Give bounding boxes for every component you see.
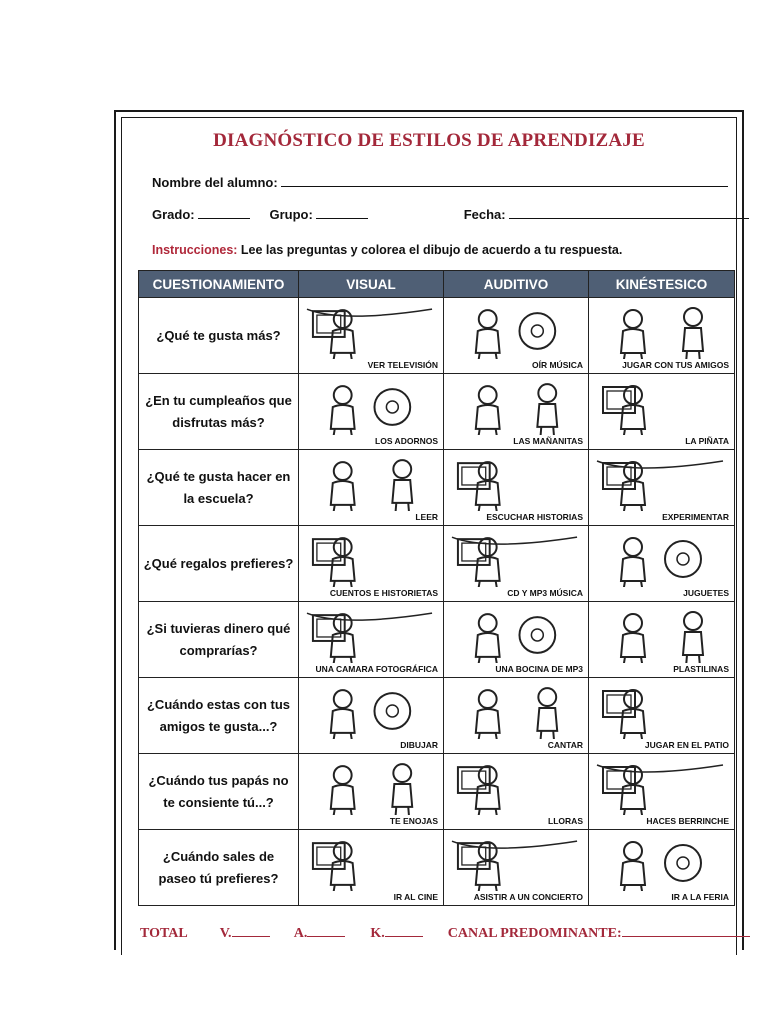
question-text: ¿Si tuvieras dinero qué comprarías? <box>139 602 299 678</box>
page-title: DIAGNÓSTICO DE ESTILOS DE APRENDIZAJE <box>213 130 645 151</box>
questionnaire-sheet <box>114 110 744 950</box>
table-row <box>139 526 735 602</box>
question-text: ¿Cuándo sales de paseo tú prefieres? <box>139 830 299 906</box>
option-kinestesico[interactable] <box>589 678 735 754</box>
auditivo-illustration-icon <box>448 529 584 587</box>
table-header-row <box>139 271 735 298</box>
option-visual[interactable] <box>299 526 444 602</box>
visual-illustration-icon <box>303 453 439 511</box>
table-row <box>139 754 735 830</box>
option-kinestesico[interactable] <box>589 602 735 678</box>
visual-caption: LOS ADORNOS <box>375 436 438 446</box>
kinesthetic-total-label: K. <box>370 926 385 941</box>
question-text: ¿Qué te gusta hacer en la escuela? <box>139 450 299 526</box>
option-visual[interactable] <box>299 602 444 678</box>
instructions <box>152 243 622 257</box>
question-text: ¿En tu cumpleaños que disfrutas más? <box>139 374 299 450</box>
option-kinestesico[interactable] <box>589 374 735 450</box>
student-name-field[interactable] <box>281 174 728 187</box>
visual-caption: TE ENOJAS <box>389 816 438 826</box>
visual-total-label: V. <box>219 926 232 941</box>
student-name-row <box>152 174 728 190</box>
auditivo-illustration-icon <box>448 757 584 815</box>
table-row <box>139 602 735 678</box>
option-kinestesico[interactable] <box>589 526 735 602</box>
table-row <box>139 450 735 526</box>
visual-total-field[interactable] <box>232 924 270 937</box>
kinestesico-illustration-icon <box>593 605 730 663</box>
auditivo-caption: ESCUCHAR HISTORIAS <box>486 512 583 522</box>
auditivo-caption: CD Y MP3 MÚSICA <box>507 588 583 598</box>
auditivo-caption: UNA BOCINA DE MP3 <box>495 664 583 674</box>
visual-caption: UNA CAMARA FOTOGRÁFICA <box>315 664 438 674</box>
kinestesico-illustration-icon <box>593 681 730 739</box>
kinestesico-caption: JUGAR EN EL PATIO <box>644 740 729 750</box>
option-kinestesico[interactable] <box>589 830 735 906</box>
option-auditivo[interactable] <box>444 526 589 602</box>
question-text: ¿Cuándo tus papás no te consiente tú...? <box>139 754 299 830</box>
totals-row <box>140 924 750 942</box>
auditory-total-field[interactable] <box>307 924 345 937</box>
table-row <box>139 678 735 754</box>
auditory-total-label: A. <box>293 926 308 941</box>
question-text: ¿Qué te gusta más? <box>139 298 299 374</box>
auditivo-illustration-icon <box>448 605 584 663</box>
kinestesico-illustration-icon <box>593 529 730 587</box>
visual-caption: DIBUJAR <box>400 740 438 750</box>
header-visual: VISUAL <box>299 271 444 298</box>
option-auditivo[interactable] <box>444 602 589 678</box>
visual-illustration-icon <box>303 529 439 587</box>
inner-border <box>121 117 737 955</box>
kinestesico-caption: PLASTILINAS <box>673 664 729 674</box>
option-auditivo[interactable] <box>444 830 589 906</box>
option-visual[interactable] <box>299 450 444 526</box>
option-visual[interactable] <box>299 678 444 754</box>
header-kinestesico: KINÉSTESICO <box>589 271 735 298</box>
visual-illustration-icon <box>303 681 439 739</box>
visual-caption: VER TELEVISIÓN <box>367 360 438 370</box>
kinestesico-illustration-icon <box>593 757 730 815</box>
option-auditivo[interactable] <box>444 374 589 450</box>
auditivo-illustration-icon <box>448 377 584 435</box>
auditivo-caption: OÍR MÚSICA <box>532 360 583 370</box>
group-field[interactable] <box>316 206 368 219</box>
header-auditivo: AUDITIVO <box>444 271 589 298</box>
question-text: ¿Cuándo estas con tus amigos te gusta...? <box>139 678 299 754</box>
option-auditivo[interactable] <box>444 298 589 374</box>
date-label: Fecha: <box>463 207 506 222</box>
auditivo-caption: CANTAR <box>547 740 583 750</box>
auditivo-illustration-icon <box>448 301 584 359</box>
kinestesico-illustration-icon <box>593 377 730 435</box>
table-row <box>139 298 735 374</box>
visual-illustration-icon <box>303 757 439 815</box>
kinestesico-caption: HACES BERRINCHE <box>646 816 729 826</box>
auditivo-caption: LLORAS <box>548 816 583 826</box>
auditivo-illustration-icon <box>448 453 584 511</box>
grade-label: Grado: <box>152 207 195 222</box>
question-text: ¿Qué regalos prefieres? <box>139 526 299 602</box>
visual-caption: IR AL CINE <box>393 892 438 902</box>
instructions-text: Lee las preguntas y colorea el dibujo de acuerdo a tu respuesta. <box>240 243 623 257</box>
visual-illustration-icon <box>303 301 439 359</box>
table-row <box>139 830 735 906</box>
option-auditivo[interactable] <box>444 678 589 754</box>
dominant-channel-field[interactable] <box>622 924 750 937</box>
kinestesico-illustration-icon <box>593 833 730 891</box>
kinestesico-caption: LA PIÑATA <box>685 436 729 446</box>
total-label: TOTAL <box>140 926 187 941</box>
grade-group-date-row <box>152 206 749 222</box>
date-field[interactable] <box>509 206 749 219</box>
option-auditivo[interactable] <box>444 450 589 526</box>
kinesthetic-total-field[interactable] <box>385 924 423 937</box>
table-row <box>139 374 735 450</box>
dominant-channel-label: CANAL PREDOMINANTE: <box>447 926 622 941</box>
kinestesico-illustration-icon <box>593 301 730 359</box>
auditivo-illustration-icon <box>448 681 584 739</box>
kinestesico-caption: JUGAR CON TUS AMIGOS <box>622 360 729 370</box>
auditivo-caption: LAS MAÑANITAS <box>513 436 583 446</box>
option-visual[interactable] <box>299 830 444 906</box>
instructions-label: Instrucciones: <box>152 243 238 257</box>
visual-illustration-icon <box>303 605 439 663</box>
questionnaire-table <box>138 270 735 906</box>
option-kinestesico[interactable] <box>589 754 735 830</box>
kinestesico-illustration-icon <box>593 453 730 511</box>
visual-illustration-icon <box>303 833 439 891</box>
option-auditivo[interactable] <box>444 754 589 830</box>
auditivo-caption: ASISTIR A UN CONCIERTO <box>473 892 583 902</box>
visual-illustration-icon <box>303 377 439 435</box>
option-visual[interactable] <box>299 374 444 450</box>
kinestesico-caption: IR A LA FERIA <box>671 892 729 902</box>
option-visual[interactable] <box>299 754 444 830</box>
option-kinestesico[interactable] <box>589 450 735 526</box>
auditivo-illustration-icon <box>448 833 584 891</box>
group-label: Grupo: <box>269 207 313 222</box>
student-name-label: Nombre del alumno: <box>152 175 278 190</box>
header-cuestionamiento: CUESTIONAMIENTO <box>139 271 299 298</box>
kinestesico-caption: JUGUETES <box>683 588 729 598</box>
option-visual[interactable] <box>299 298 444 374</box>
option-kinestesico[interactable] <box>589 298 735 374</box>
visual-caption: LEER <box>415 512 438 522</box>
visual-caption: CUENTOS E HISTORIETAS <box>329 588 438 598</box>
grade-field[interactable] <box>198 206 250 219</box>
kinestesico-caption: EXPERIMENTAR <box>662 512 729 522</box>
